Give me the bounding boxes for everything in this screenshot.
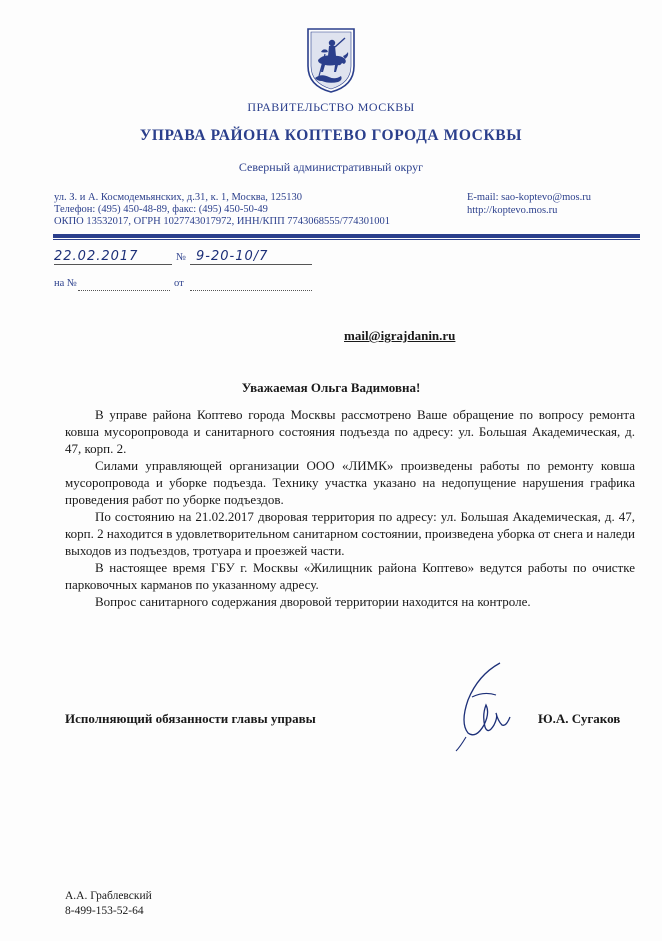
body-paragraph: В управе района Коптево города Москвы рассмотрено Ваше обращение по вопросу ремонта ковша мусоропровода и санитарного состояния подъезда по адресу: ул. Большая Академическая, д. 47, корп. 2. bbox=[65, 407, 635, 456]
email-line: E-mail: sao-koptevo@mos.ru bbox=[467, 192, 591, 203]
contact-block bbox=[54, 192, 390, 228]
executor-block bbox=[65, 889, 152, 919]
from-label: от bbox=[174, 278, 184, 289]
registration-date bbox=[54, 249, 138, 264]
codes-line: ОКПО 13532017, ОГРН 1027743017972, ИНН/КПП 7743068555/774301001 bbox=[54, 216, 390, 227]
government-title: ПРАВИТЕЛЬСТВО МОСКВЫ bbox=[247, 100, 415, 114]
recipient-email: mail@igrajdanin.ru bbox=[344, 328, 456, 343]
registration-number-value: 9-20-10/7 bbox=[196, 249, 269, 264]
letter-body bbox=[65, 406, 635, 610]
executor-phone: 8-499-153-52-64 bbox=[65, 905, 144, 917]
district-name: Северный административный округ bbox=[238, 160, 424, 174]
body-paragraph: В настоящее время ГБУ г. Москвы «Жилищник района Коптево» ведутся работы по очистке парковочных карманов по указанному адресу. bbox=[65, 560, 635, 592]
registration-date-value: 22.02.2017 bbox=[54, 249, 139, 264]
address-line: ул. З. и А. Космодемьянских, д.31, к. 1, Москва, 125130 bbox=[54, 192, 303, 203]
letterhead-divider-thin bbox=[53, 239, 640, 240]
reference-underline bbox=[78, 290, 170, 291]
greeting: Уважаемая Ольга Вадимовна! bbox=[241, 380, 421, 395]
handwritten-signature bbox=[438, 655, 528, 755]
date-underline bbox=[54, 264, 172, 265]
online-contacts bbox=[467, 191, 591, 217]
reference-label: на № bbox=[54, 278, 77, 289]
letterhead-divider-thick bbox=[53, 234, 640, 238]
body-paragraph: Вопрос санитарного содержания дворовой территории находится на контроле. bbox=[95, 594, 531, 609]
moscow-coat-of-arms-icon bbox=[305, 26, 357, 94]
number-underline bbox=[190, 264, 312, 265]
registration-number bbox=[196, 249, 268, 264]
executor-name: А.А. Граблевский bbox=[65, 890, 152, 902]
signatory-role: Исполняющий обязанности главы управы bbox=[65, 711, 316, 726]
number-label: № bbox=[176, 252, 187, 263]
website-line: http://koptevo.mos.ru bbox=[467, 205, 558, 216]
signatory-name: Ю.А. Сугаков bbox=[538, 711, 621, 726]
organization-title: УПРАВА РАЙОНА КОПТЕВО ГОРОДА МОСКВЫ bbox=[139, 127, 523, 144]
body-paragraph: Силами управляющей организации ООО «ЛИМК» произведены работы по ремонту ковша мусоропровода и уборке подъезда. Технику участка указано на недопущение нарушения графика проведения работ по уборке подъездов. bbox=[65, 458, 635, 507]
phone-line: Телефон: (495) 450-48-89, факс: (495) 450-50-49 bbox=[54, 204, 268, 215]
body-paragraph: По состоянию на 21.02.2017 дворовая территория по адресу: ул. Большая Академическая, д. 47, корп. 2 находится в удовлетворительном санитарном состоянии, произведена уборка от снега и наледи выходов из подъездов, тротуара и проезжей части. bbox=[65, 509, 635, 558]
from-underline bbox=[190, 290, 312, 291]
